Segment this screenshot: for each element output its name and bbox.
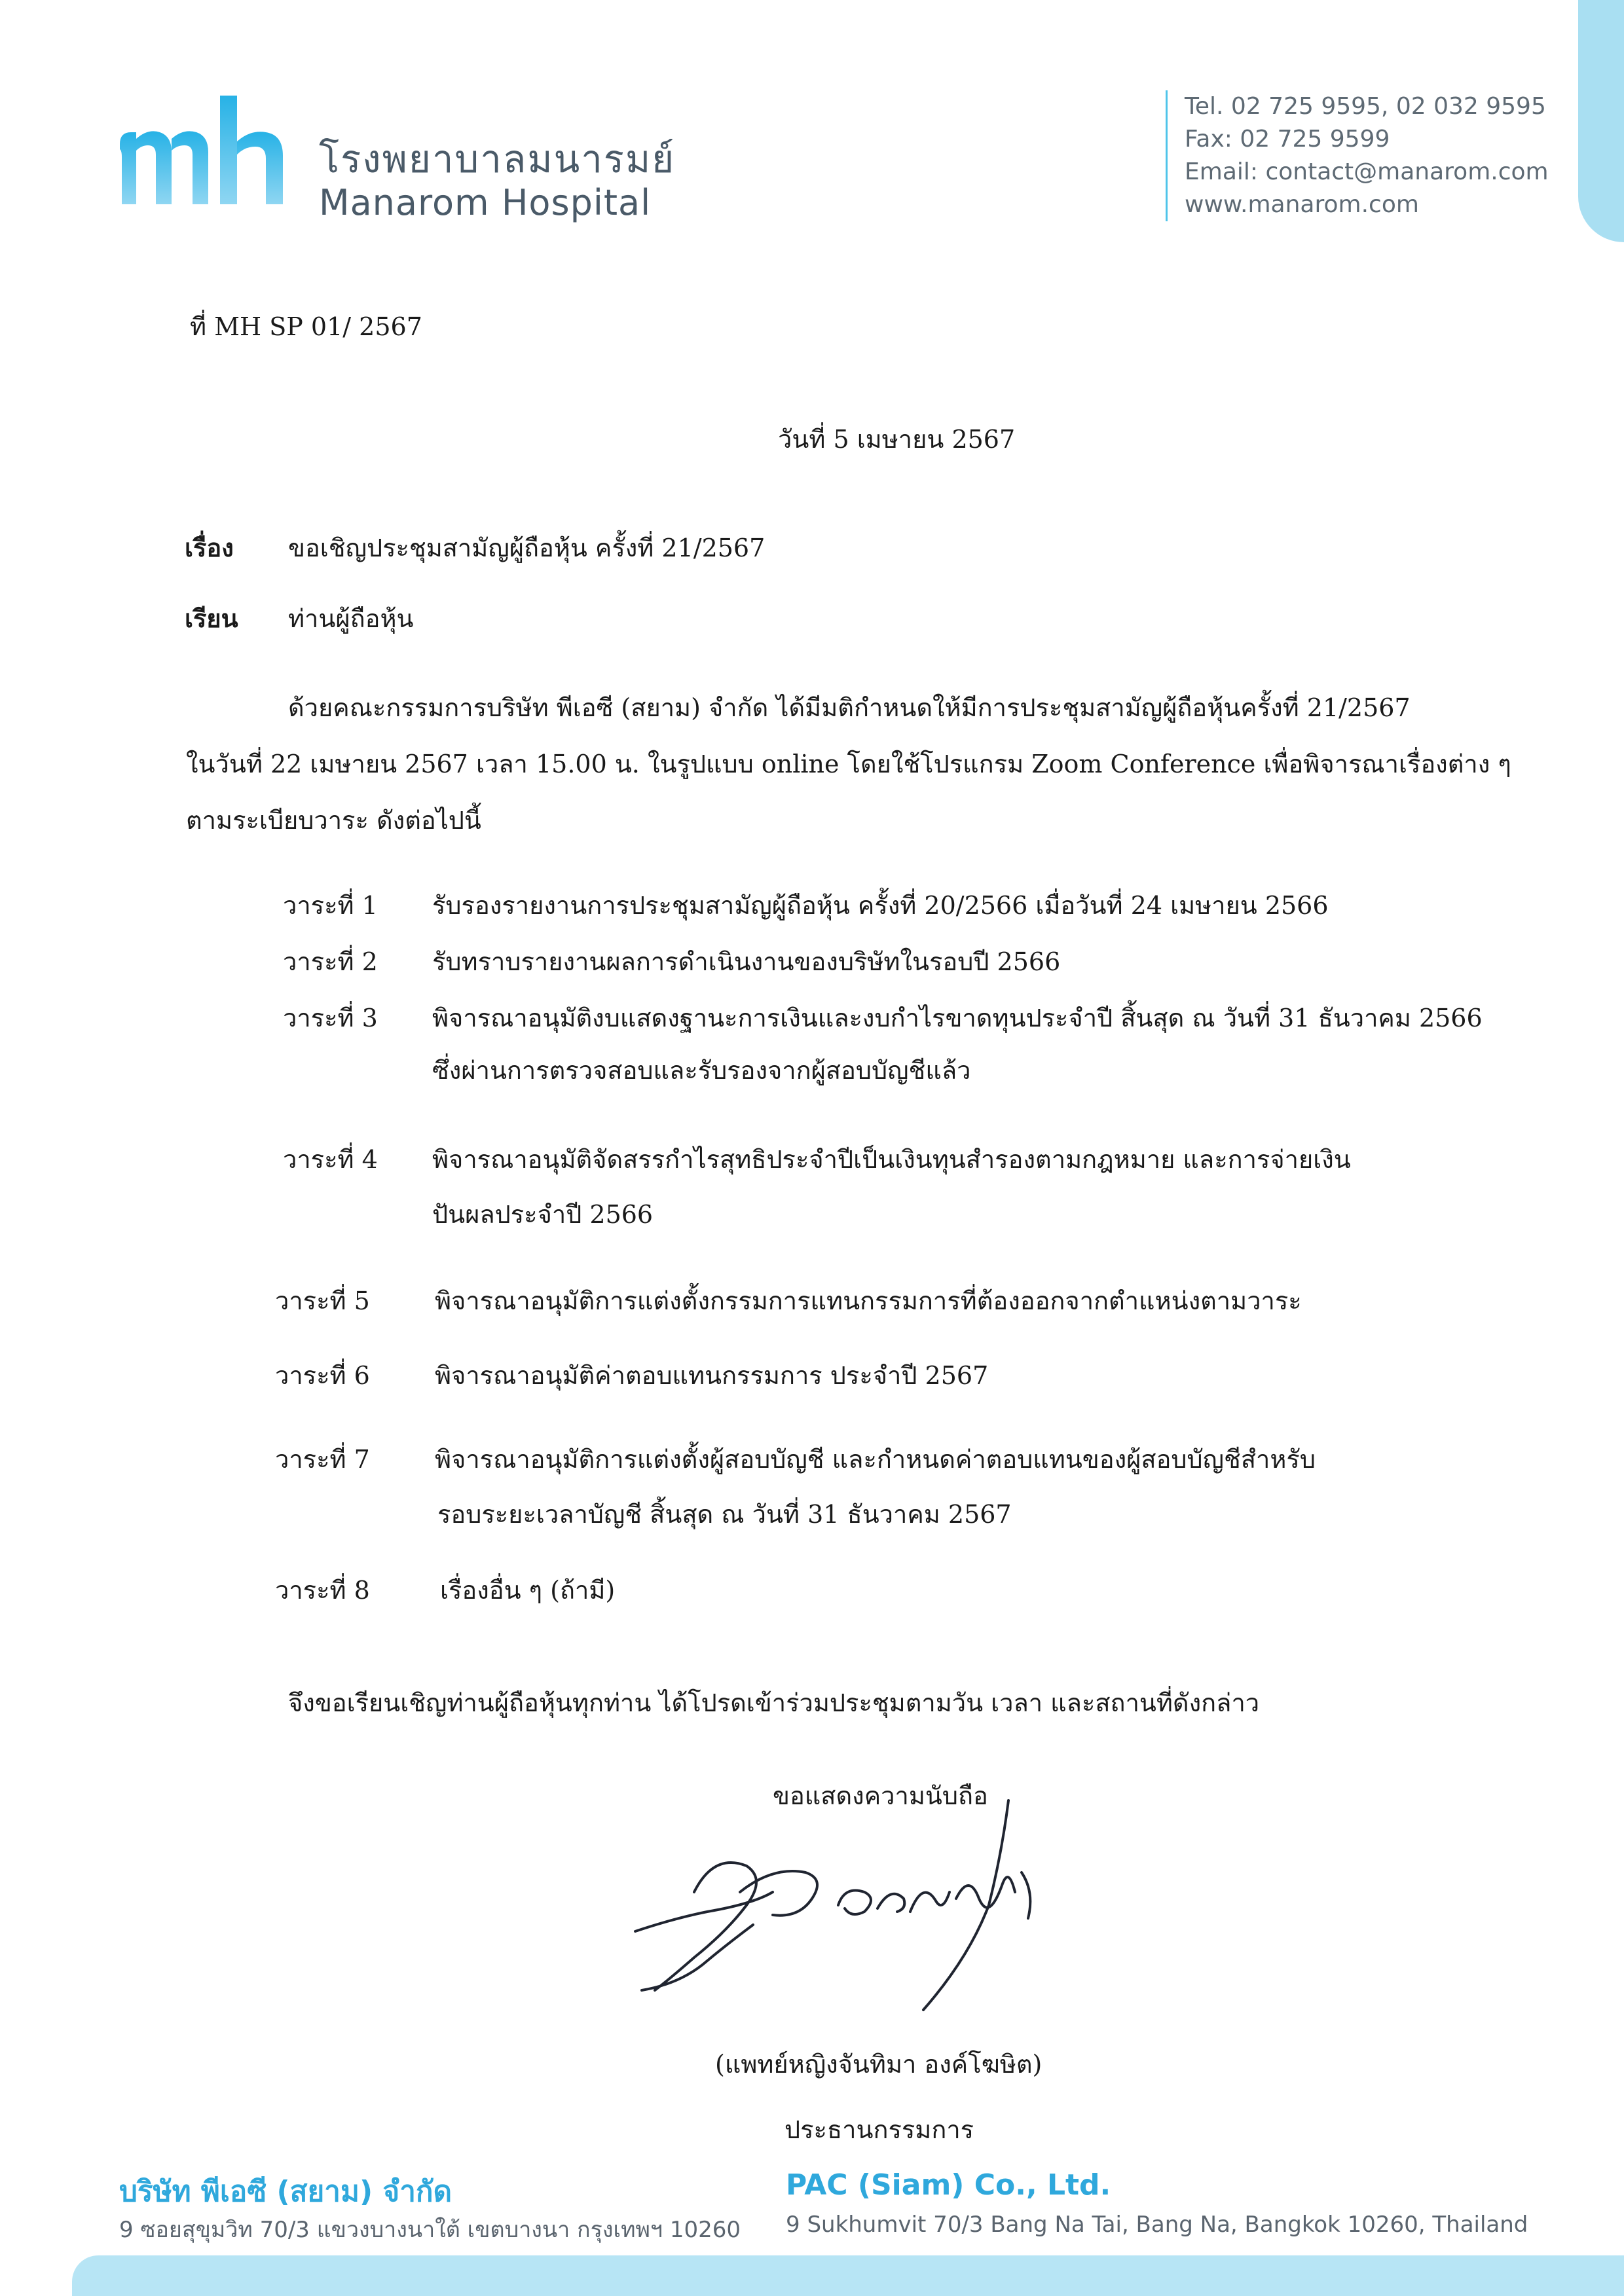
agenda-label: วาระที่ 1: [283, 891, 378, 920]
logo-english-name: Manarom Hospital: [319, 182, 652, 223]
regards: ขอแสดงความนับถือ: [773, 1781, 988, 1810]
agenda-label: วาระที่ 7: [275, 1445, 370, 1474]
signer-name: (แพทย์หญิงจันทิมา องค์โฆษิต): [715, 2050, 1043, 2079]
signer-title: ประธานกรรมการ: [784, 2115, 974, 2144]
contact-website: www.manarom.com: [1185, 191, 1419, 218]
footer-thai-company: บริษัท พีเอซี (สยาม) จำกัด: [119, 2175, 452, 2208]
contact-phone: Tel. 02 725 9595, 02 032 9595: [1185, 93, 1546, 120]
agenda-text: พิจารณาอนุมัติการแต่งตั้งกรรมการแทนกรรมการที่ต้องออกจากตำแหน่งตามวาระ: [435, 1286, 1302, 1315]
contact-email: Email: contact@manarom.com: [1185, 158, 1549, 185]
subject-label: เรื่อง: [185, 533, 234, 562]
contact-fax: Fax: 02 725 9599: [1185, 126, 1390, 153]
agenda-text: รับทราบรายงานผลการดำเนินงานของบริษัทในรอบปี 2566: [432, 947, 1061, 976]
agenda-text: พิจารณาอนุมัติจัดสรรกำไรสุทธิประจำปีเป็นเงินทุนสำรองตามกฎหมาย และการจ่ายเงิน: [432, 1145, 1351, 1174]
agenda-label: วาระที่ 8: [275, 1576, 370, 1605]
recipient-label: เรียน: [185, 604, 238, 633]
agenda-text: ปันผลประจำปี 2566: [432, 1200, 654, 1229]
agenda-text: รับรองรายงานการประชุมสามัญผู้ถือหุ้น ครั้งที่ 20/2566 เมื่อวันที่ 24 เมษายน 2566: [432, 891, 1329, 920]
agenda-text: พิจารณาอนุมัติค่าตอบแทนกรรมการ ประจำปี 2567: [435, 1361, 989, 1390]
agenda-text: พิจารณาอนุมัติงบแสดงฐานะการเงินและงบกำไรขาดทุนประจำปี สิ้นสุด ณ วันที่ 31 ธันวาคม 2566: [432, 1004, 1483, 1032]
signature-icon: [616, 1794, 1074, 2030]
agenda-text: เรื่องอื่น ๆ (ถ้ามี): [440, 1576, 616, 1605]
footer-english-company: PAC (Siam) Co., Ltd.: [786, 2168, 1111, 2202]
agenda-label: วาระที่ 6: [275, 1361, 370, 1390]
contact-block: [1166, 90, 1549, 221]
agenda-label: วาระที่ 2: [283, 947, 378, 976]
corner-accent: [1578, 0, 1624, 242]
intro-line-1: ด้วยคณะกรรมการบริษัท พีเอซี (สยาม) จำกัด ได้มีมติกำหนดให้มีการประชุมสามัญผู้ถือหุ้นครั้งที่ 21/2567: [288, 693, 1411, 722]
footer-band: [72, 2255, 1624, 2296]
agenda-text: รอบระยะเวลาบัญชี สิ้นสุด ณ วันที่ 31 ธันวาคม 2567: [437, 1500, 1012, 1529]
agenda-text: พิจารณาอนุมัติการแต่งตั้งผู้สอบบัญชี และกำหนดค่าตอบแทนของผู้สอบบัญชีสำหรับ: [435, 1445, 1316, 1474]
logo-thai-name: โรงพยาบาลมนารมย์: [319, 137, 676, 181]
subject-text: ขอเชิญประชุมสามัญผู้ถือหุ้น ครั้งที่ 21/2567: [288, 534, 766, 562]
intro-line-3: ตามระเบียบวาระ ดังต่อไปนี้: [186, 806, 481, 835]
letter-reference: ที่ MH SP 01/ 2567: [190, 312, 422, 341]
agenda-label: วาระที่ 4: [283, 1145, 378, 1174]
closing-paragraph: จึงขอเรียนเชิญท่านผู้ถือหุ้นทุกท่าน ได้โปรดเข้าร่วมประชุมตามวัน เวลา และสถานที่ดังกล่าว: [288, 1688, 1260, 1717]
footer-english-address: 9 Sukhumvit 70/3 Bang Na Tai, Bang Na, Bangkok 10260, Thailand: [786, 2212, 1528, 2238]
letter-date: วันที่ 5 เมษายน 2567: [778, 425, 1016, 454]
agenda-label: วาระที่ 5: [275, 1286, 370, 1315]
hospital-logo-icon: [117, 92, 313, 216]
footer-thai-address: 9 ซอยสุขุมวิท 70/3 แขวงบางนาใต้ เขตบางนา กรุงเทพฯ 10260: [119, 2217, 741, 2243]
recipient-text: ท่านผู้ถือหุ้น: [288, 604, 414, 633]
agenda-label: วาระที่ 3: [283, 1004, 378, 1032]
agenda-text: ซึ่งผ่านการตรวจสอบและรับรองจากผู้สอบบัญชีแล้ว: [432, 1056, 971, 1085]
intro-line-2: ในวันที่ 22 เมษายน 2567 เวลา 15.00 น. ในรูปแบบ online โดยใช้โปรแกรม Zoom Conference เพื่อพิจารณาเรื่องต่าง ๆ: [186, 750, 1511, 778]
